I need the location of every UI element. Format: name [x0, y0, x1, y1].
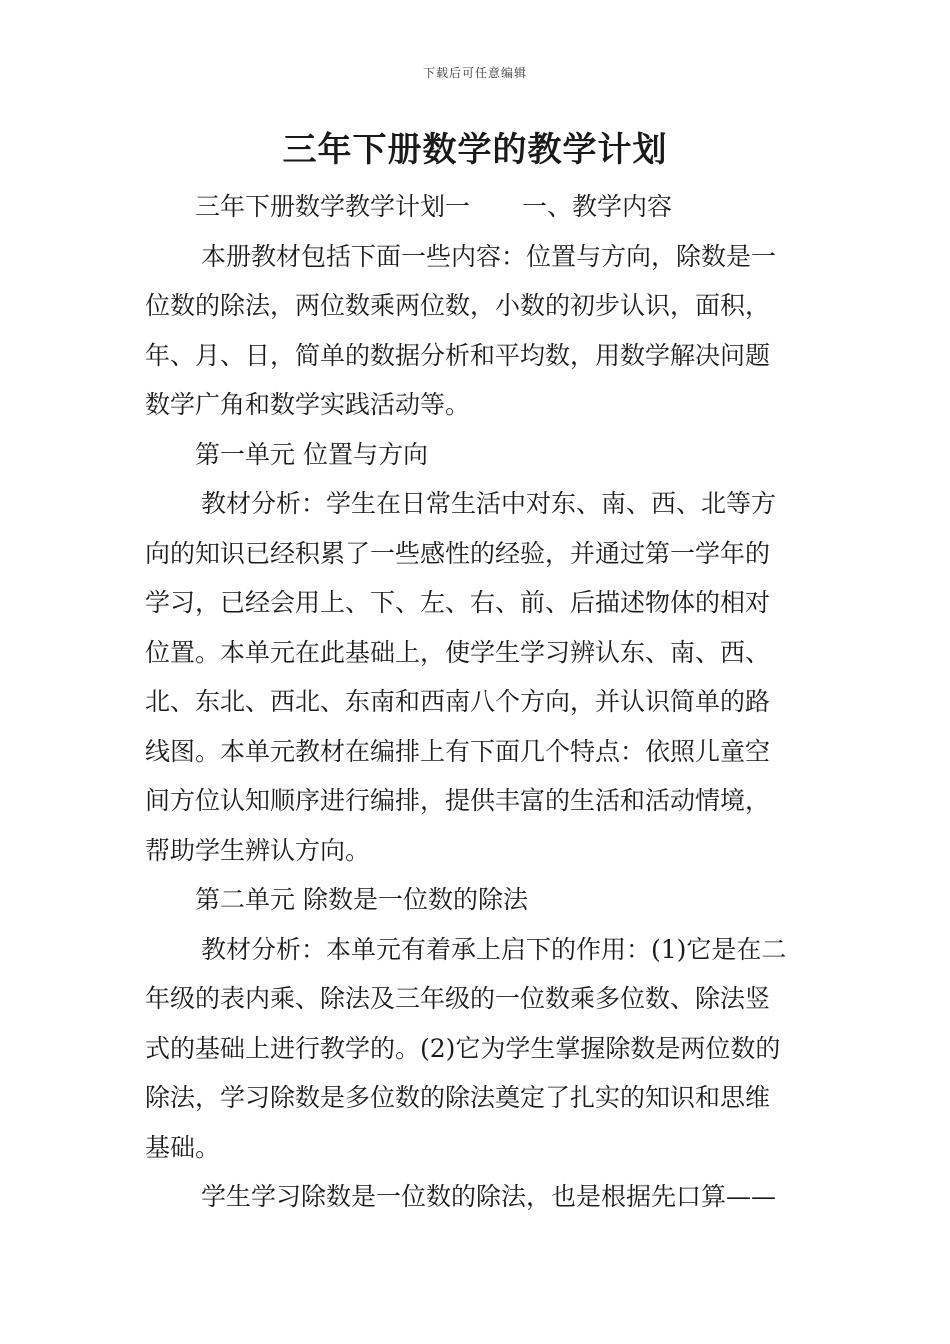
paragraph-line: 教材分析：学生在日常生活中对东、南、西、北等方 [201, 489, 777, 518]
paragraph-line: 数学广角和数学实践活动等。 [145, 390, 471, 419]
section-heading: 第二单元 除数是一位数的除法 [195, 885, 528, 914]
section-heading: 第一单元 位置与方向 [195, 439, 428, 469]
paragraph-line: 学生学习除数是一位数的除法，也是根据先口算—— [201, 1182, 777, 1211]
paragraph-line: 式的基础上进行教学的。(2)它为学生掌握除数是两位数的 [145, 1033, 781, 1063]
paragraph-line: 学习，已经会用上、下、左、右、前、后描述物体的相对 [145, 588, 771, 617]
paragraph-line: 帮助学生辨认方向。 [145, 835, 371, 865]
subtitle-line [145, 182, 810, 232]
paragraph-line: 基础。 [145, 1132, 221, 1162]
paragraph-line: 教材分析：本单元有着承上启下的作用：(1)它是在二 [201, 934, 787, 964]
paragraph-line: 向的知识已经积累了一些感性的经验，并通过第一学年的 [145, 538, 771, 568]
paragraph-line: 本册教材包括下面一些内容：位置与方向，除数是一 [201, 241, 777, 271]
document-title: 三年下册数学的教学计划 [282, 130, 668, 170]
paragraph-line: 除法，学习除数是多位数的除法奠定了扎实的知识和思维 [145, 1083, 771, 1112]
paragraph-line: 年、月、日，简单的数据分析和平均数，用数学解决问题 [145, 340, 771, 370]
subtitle-right: 一、教学内容 [522, 192, 673, 221]
document-body [145, 182, 810, 1222]
paragraph-line: 位置。本单元在此基础上，使学生学习辨认东、南、西、 [145, 637, 771, 667]
header-note: 下载后可任意编辑 [422, 66, 527, 80]
paragraph-line: 北、东北、西北、东南和西南八个方向，并认识简单的路 [145, 687, 771, 716]
paragraph-line: 线图。本单元教材在编排上有下面几个特点：依照儿童空 [145, 736, 771, 766]
paragraph-line: 位数的除法，两位数乘两位数，小数的初步认识，面积， [145, 291, 771, 320]
paragraph-line: 年级的表内乘、除法及三年级的一位数乘多位数、除法竖 [145, 984, 771, 1013]
subtitle-left: 三年下册数学教学计划一 [195, 192, 471, 221]
paragraph-line: 间方位认知顺序进行编排，提供丰富的生活和活动情境， [145, 786, 771, 815]
